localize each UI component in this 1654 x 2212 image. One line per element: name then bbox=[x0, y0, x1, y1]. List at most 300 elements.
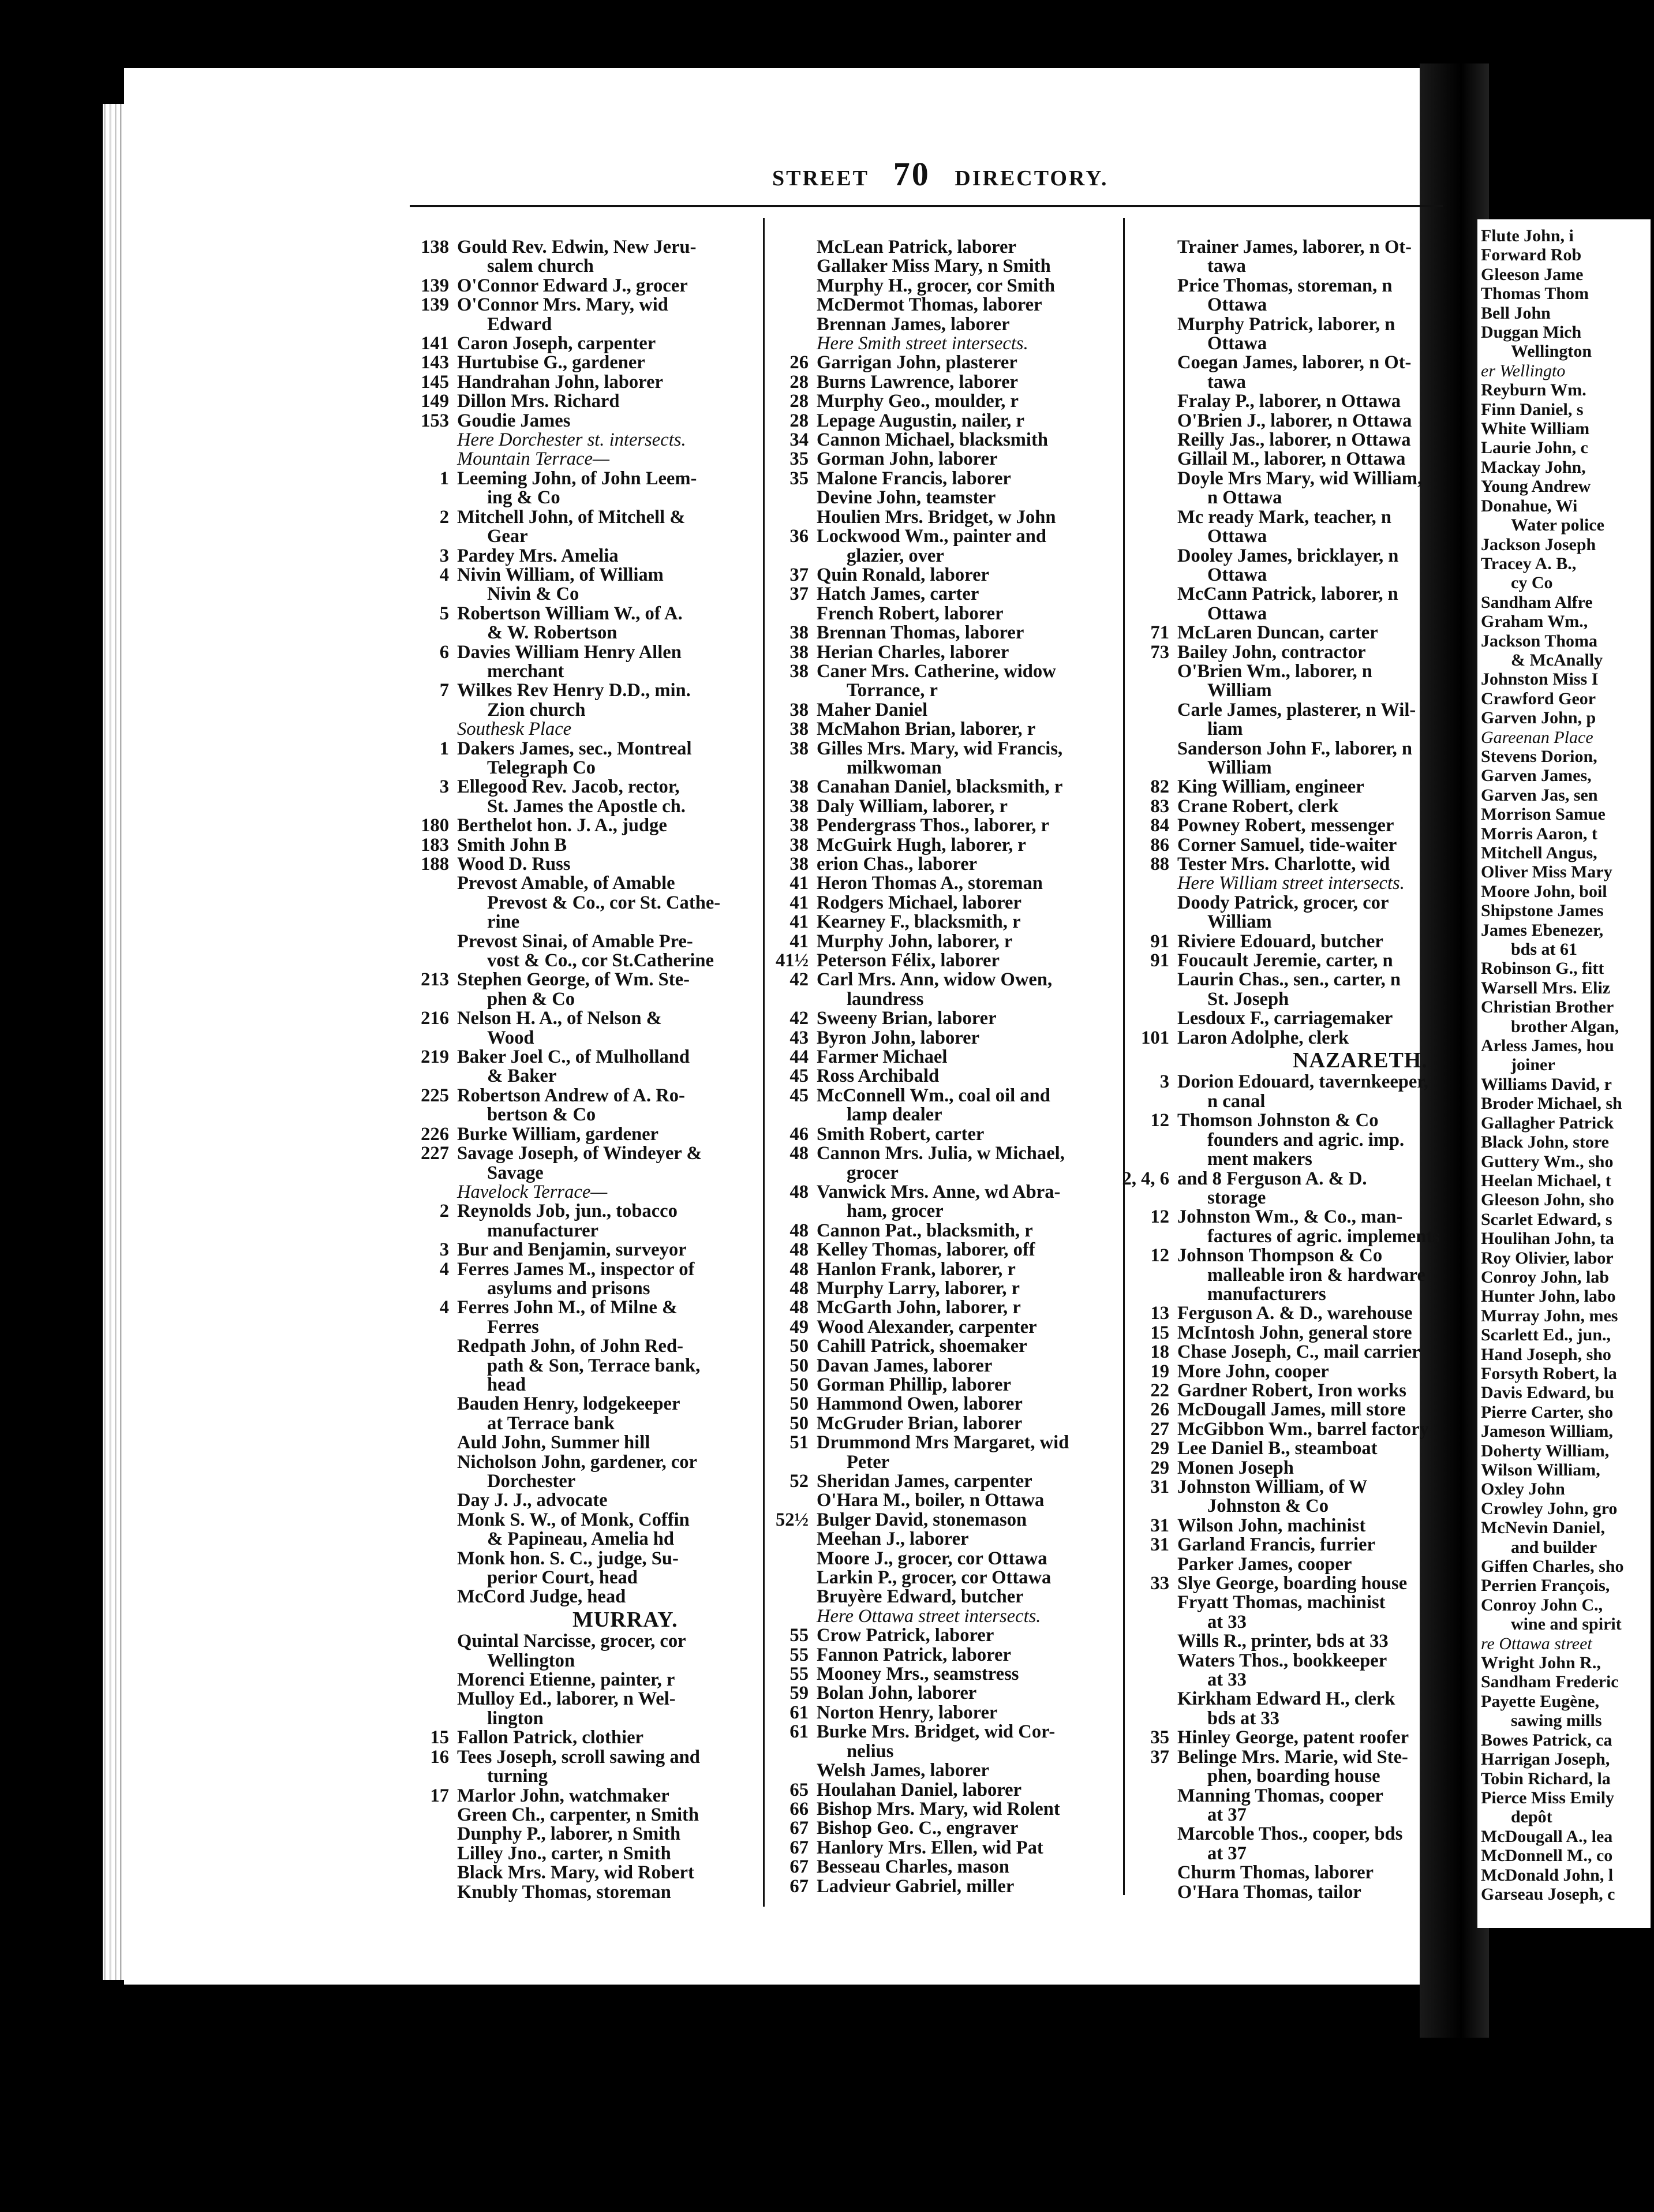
entry-text: O'Brien J., laborer, n Ottawa bbox=[1177, 410, 1412, 431]
directory-entry bbox=[421, 1085, 757, 1106]
entry-text: Nivin & Co bbox=[487, 584, 579, 605]
entry-text: glazier, over bbox=[847, 545, 944, 566]
house-number: 225 bbox=[421, 1085, 449, 1106]
entry-text: Quintal Narcisse, grocer, cor bbox=[457, 1631, 686, 1652]
directory-entry bbox=[1481, 226, 1654, 245]
directory-entry bbox=[1481, 1672, 1654, 1691]
directory-entry bbox=[1481, 438, 1654, 457]
directory-entry bbox=[421, 352, 757, 373]
house-number: 50 bbox=[789, 1413, 809, 1434]
house-number: 37 bbox=[1150, 1746, 1169, 1768]
directory-entry bbox=[1481, 940, 1654, 959]
entry-text: Monk S. W., of Monk, Coffin bbox=[457, 1509, 690, 1530]
entry-text: Cannon Michael, blacksmith bbox=[817, 429, 1048, 451]
directory-entry bbox=[789, 564, 1117, 585]
page-header bbox=[772, 155, 1109, 193]
directory-entry bbox=[457, 1183, 757, 1202]
entry-text: Murphy Larry, laborer, r bbox=[817, 1277, 1020, 1299]
entry-text: Bauden Henry, lodgekeeper bbox=[457, 1393, 680, 1415]
directory-entry bbox=[457, 1395, 757, 1414]
house-number: 38 bbox=[789, 641, 809, 663]
directory-entry bbox=[1481, 265, 1654, 284]
directory-entry bbox=[1481, 496, 1654, 515]
entry-text: Robertson William W., of A. bbox=[457, 603, 683, 624]
entry-text: Broder Michael, sh bbox=[1481, 1094, 1622, 1114]
directory-entry bbox=[439, 1297, 757, 1318]
entry-text: Donahue, Wi bbox=[1481, 496, 1578, 515]
house-number: 3 bbox=[439, 776, 449, 798]
entry-text: malleable iron & hardware bbox=[1207, 1264, 1425, 1286]
house-number: 48 bbox=[789, 1181, 809, 1202]
house-number: 19 bbox=[1150, 1361, 1169, 1382]
entry-text: Bishop Geo. C., engraver bbox=[817, 1818, 1019, 1839]
house-number: 48 bbox=[789, 1277, 809, 1299]
directory-entry bbox=[817, 315, 1117, 334]
house-number: 143 bbox=[421, 352, 449, 373]
house-number: 67 bbox=[789, 1875, 809, 1897]
directory-entry bbox=[789, 1721, 1117, 1743]
house-number: 12 bbox=[1150, 1245, 1169, 1266]
directory-entry bbox=[457, 1279, 757, 1298]
entry-text: re Ottawa street bbox=[1481, 1634, 1592, 1653]
directory-entry bbox=[817, 1549, 1117, 1568]
directory-entry bbox=[789, 1798, 1117, 1819]
entry-text: Pendergrass Thos., laborer, r bbox=[817, 815, 1050, 836]
entry-text: salem church bbox=[487, 256, 594, 277]
entry-text: Wilson John, machinist bbox=[1177, 1515, 1366, 1536]
entry-text: Thomson Johnston & Co bbox=[1177, 1110, 1379, 1131]
directory-entry bbox=[789, 719, 1117, 740]
house-number: 141 bbox=[421, 333, 449, 354]
entry-text: Cannon Pat., blacksmith, r bbox=[817, 1220, 1033, 1241]
directory-entry bbox=[1481, 921, 1654, 940]
entry-text: head bbox=[487, 1374, 526, 1395]
directory-entry bbox=[1481, 651, 1654, 670]
entry-text: manufacturer bbox=[487, 1220, 599, 1241]
entry-text: at Terrace bank bbox=[487, 1413, 615, 1434]
entry-text: Thomas Thom bbox=[1481, 284, 1589, 304]
entry-text: Crowley John, gro bbox=[1481, 1499, 1618, 1518]
directory-entry bbox=[789, 1432, 1117, 1454]
house-number: 213 bbox=[421, 969, 449, 991]
facing-page bbox=[1477, 219, 1651, 1928]
section-heading bbox=[1177, 1048, 1428, 1073]
directory-entry bbox=[457, 701, 757, 720]
directory-entry bbox=[439, 641, 757, 663]
directory-entry bbox=[789, 969, 1117, 991]
directory-entry bbox=[1481, 862, 1654, 881]
directory-entry bbox=[457, 488, 757, 507]
house-number: 37 bbox=[789, 564, 809, 585]
entry-text: Murphy H., grocer, cor Smith bbox=[817, 275, 1055, 296]
directory-entry bbox=[1177, 1092, 1420, 1111]
house-number: 4 bbox=[439, 564, 449, 585]
house-number: 43 bbox=[789, 1027, 809, 1048]
entry-text: Garven John, p bbox=[1481, 708, 1596, 728]
house-number: 91 bbox=[1150, 950, 1169, 972]
entry-text: asylums and prisons bbox=[487, 1277, 650, 1299]
entry-text: McNevin Daniel, bbox=[1481, 1518, 1605, 1538]
directory-entry bbox=[789, 641, 1117, 663]
entry-text: NAZARETH. bbox=[1293, 1048, 1428, 1073]
entry-text: Burke William, gardener bbox=[457, 1123, 659, 1145]
directory-entry bbox=[1481, 1653, 1654, 1672]
directory-entry bbox=[1481, 593, 1654, 612]
directory-entry bbox=[789, 1779, 1117, 1800]
directory-entry bbox=[817, 990, 1117, 1009]
directory-entry bbox=[1177, 238, 1420, 257]
entry-text: founders and agric. imp. bbox=[1207, 1129, 1405, 1150]
entry-text: Baker Joel C., of Mulholland bbox=[457, 1047, 690, 1068]
directory-entry bbox=[789, 1625, 1117, 1646]
entry-text: Here Dorchester st. intersects. bbox=[457, 429, 686, 451]
entry-text: Dorion Edouard, tavernkeeper, bbox=[1177, 1071, 1428, 1093]
house-number: 13 bbox=[1150, 1303, 1169, 1324]
entry-text: McGibbon Wm., barrel factory bbox=[1177, 1418, 1429, 1440]
house-number: 38 bbox=[789, 795, 809, 817]
directory-entry bbox=[789, 1220, 1117, 1241]
directory-entry bbox=[817, 1105, 1117, 1124]
directory-entry bbox=[789, 1818, 1117, 1839]
entry-text: Gareenan Place bbox=[1481, 727, 1593, 747]
directory-entry bbox=[1481, 458, 1654, 477]
entry-text: Kirkham Edward H., clerk bbox=[1177, 1688, 1395, 1710]
directory-entry bbox=[1177, 913, 1420, 932]
entry-text: Gallaker Miss Mary, n Smith bbox=[817, 256, 1051, 277]
entry-text: Mountain Terrace— bbox=[457, 449, 609, 470]
entry-text: Christian Brother bbox=[1481, 997, 1614, 1017]
entry-text: ing & Co bbox=[487, 487, 560, 509]
directory-entry bbox=[1150, 950, 1420, 972]
entry-text: Pardey Mrs. Amelia bbox=[457, 545, 619, 566]
directory-entry bbox=[1150, 1361, 1420, 1382]
column-1 bbox=[421, 237, 757, 1903]
directory-entry bbox=[457, 758, 757, 778]
entry-text: Crawford Geor bbox=[1481, 689, 1596, 708]
entry-text: and 8 Ferguson A. & D. bbox=[1177, 1168, 1367, 1189]
entry-text: Ferres John M., of Milne & bbox=[457, 1297, 678, 1318]
entry-text: Auld John, Summer hill bbox=[457, 1432, 650, 1454]
entry-text: phen, boarding house bbox=[1207, 1766, 1380, 1787]
entry-text: Williams David, r bbox=[1481, 1074, 1612, 1094]
entry-text: Meehan J., laborer bbox=[817, 1529, 969, 1550]
entry-text: Graham Wm., bbox=[1481, 612, 1588, 632]
directory-entry bbox=[1481, 1210, 1654, 1229]
entry-text: Carle James, plasterer, n Wil- bbox=[1177, 699, 1416, 720]
entry-text: Coegan James, laborer, n Ot- bbox=[1177, 352, 1412, 373]
house-number: 4 bbox=[439, 1258, 449, 1280]
entry-text: Malone Francis, laborer bbox=[817, 468, 1011, 489]
house-number: 3 bbox=[439, 545, 449, 566]
entry-text: er Wellingto bbox=[1481, 361, 1566, 380]
house-number: 61 bbox=[789, 1702, 809, 1723]
entry-text: Guttery Wm., sho bbox=[1481, 1152, 1614, 1171]
entry-text: Prevost Amable, of Amable bbox=[457, 873, 675, 894]
entry-text: McConnell Wm., coal oil and bbox=[817, 1085, 1050, 1106]
page-number: 70 bbox=[893, 155, 930, 193]
entry-text: Goudie James bbox=[457, 410, 571, 431]
directory-entry bbox=[1150, 776, 1420, 798]
directory-entry bbox=[1177, 1767, 1420, 1786]
directory-entry bbox=[1177, 1671, 1420, 1690]
directory-entry bbox=[1177, 412, 1420, 431]
entry-text: Sheridan James, carpenter bbox=[817, 1471, 1032, 1492]
directory-entry bbox=[1481, 477, 1654, 496]
entry-text: and builder bbox=[1511, 1537, 1597, 1557]
directory-entry bbox=[457, 662, 757, 681]
entry-text: Norton Henry, laborer bbox=[817, 1702, 998, 1723]
entry-text: Young Andrew bbox=[1481, 477, 1591, 496]
directory-entry bbox=[1177, 392, 1420, 411]
entry-text: Wood bbox=[487, 1027, 534, 1048]
entry-text: Southesk Place bbox=[457, 719, 572, 740]
house-number: 48 bbox=[789, 1143, 809, 1164]
entry-text: Heelan Michael, t bbox=[1481, 1171, 1611, 1190]
directory-entry bbox=[1481, 728, 1654, 747]
directory-entry bbox=[1481, 400, 1654, 419]
entry-text: William bbox=[1207, 680, 1272, 701]
entry-text: Jackson Thoma bbox=[1481, 631, 1598, 651]
house-number: 227 bbox=[421, 1143, 449, 1164]
entry-text: Doherty William, bbox=[1481, 1441, 1610, 1460]
entry-text: tawa bbox=[1207, 371, 1246, 393]
directory-entry bbox=[1177, 1009, 1420, 1028]
directory-entry bbox=[1177, 508, 1420, 527]
directory-entry bbox=[421, 371, 757, 393]
directory-entry bbox=[457, 1221, 757, 1240]
entry-text: depôt bbox=[1511, 1807, 1552, 1827]
entry-text: Gorman John, laborer bbox=[817, 449, 998, 470]
directory-entry bbox=[775, 1509, 1117, 1530]
directory-entry bbox=[1150, 1746, 1420, 1768]
house-number: 183 bbox=[421, 834, 449, 855]
entry-text: Crow Patrick, laborer bbox=[817, 1625, 994, 1646]
entry-text: Stephen George, of Wm. Ste- bbox=[457, 969, 690, 991]
entry-text: Brennan Thomas, laborer bbox=[817, 622, 1024, 644]
directory-entry bbox=[421, 854, 757, 875]
entry-text: Garland Francis, furrier bbox=[1177, 1534, 1375, 1556]
entry-text: & Papineau, Amelia hd bbox=[487, 1529, 675, 1550]
directory-entry bbox=[789, 1644, 1117, 1665]
entry-text: grocer bbox=[847, 1162, 899, 1183]
entry-text: Mooney Mrs., seamstress bbox=[817, 1664, 1019, 1685]
entry-text: Churm Thomas, laborer bbox=[1177, 1862, 1374, 1884]
entry-text: merchant bbox=[487, 660, 564, 682]
directory-entry bbox=[439, 738, 757, 759]
entry-text: Water police bbox=[1511, 515, 1604, 535]
entry-text: Knubly Thomas, storeman bbox=[457, 1881, 671, 1903]
entry-text: Corner Samuel, tide-waiter bbox=[1177, 834, 1397, 855]
directory-entry bbox=[457, 1568, 757, 1587]
directory-entry bbox=[1481, 1441, 1654, 1460]
entry-text: Bulger David, stonemason bbox=[817, 1509, 1027, 1530]
directory-entry bbox=[817, 334, 1117, 353]
entry-text: Forsyth Robert, la bbox=[1481, 1363, 1617, 1383]
house-number: 101 bbox=[1141, 1027, 1169, 1048]
directory-entry bbox=[789, 584, 1117, 605]
entry-text: Trainer James, laborer, n Ot- bbox=[1177, 237, 1412, 257]
directory-entry bbox=[1150, 1534, 1420, 1556]
directory-entry bbox=[1481, 1479, 1654, 1499]
entry-text: Vanwick Mrs. Anne, wd Abra- bbox=[817, 1181, 1061, 1202]
directory-entry bbox=[1122, 1168, 1420, 1189]
house-number: 5 bbox=[439, 603, 449, 624]
entry-text: Welsh James, laborer bbox=[817, 1760, 989, 1781]
directory-entry bbox=[1150, 1322, 1420, 1343]
house-number: 61 bbox=[789, 1721, 809, 1743]
entry-text: Sanderson John F., laborer, n bbox=[1177, 738, 1413, 759]
entry-text: Gillail M., laborer, n Ottawa bbox=[1177, 449, 1406, 470]
directory-entry bbox=[1177, 315, 1420, 334]
directory-entry bbox=[789, 410, 1117, 431]
directory-entry bbox=[457, 315, 757, 334]
entry-text: Ladvieur Gabriel, miller bbox=[817, 1875, 1015, 1897]
entry-text: Canahan Daniel, blacksmith, r bbox=[817, 776, 1063, 798]
house-number: 3 bbox=[1159, 1071, 1169, 1093]
entry-text: Hinley George, patent roofer bbox=[1177, 1727, 1409, 1748]
entry-text: Gorman Phillip, laborer bbox=[817, 1374, 1011, 1395]
directory-entry bbox=[1177, 1632, 1420, 1651]
entry-text: Gould Rev. Edwin, New Jeru- bbox=[457, 237, 697, 257]
directory-entry bbox=[1481, 419, 1654, 438]
house-number: 29 bbox=[1150, 1438, 1169, 1459]
directory-entry bbox=[1150, 1438, 1420, 1459]
entry-text: Scarlett Ed., jun., bbox=[1481, 1325, 1611, 1345]
house-number: 38 bbox=[789, 834, 809, 855]
entry-text: Riviere Edouard, butcher bbox=[1177, 931, 1383, 952]
directory-entry bbox=[1150, 1573, 1420, 1594]
house-number: 7 bbox=[439, 680, 449, 701]
directory-entry bbox=[1481, 1634, 1654, 1653]
entry-text: Parker James, cooper bbox=[1177, 1553, 1352, 1575]
entry-text: Bruyère Edward, butcher bbox=[817, 1586, 1024, 1608]
entry-text: Payette Eugène, bbox=[1481, 1691, 1599, 1711]
entry-text: McCann Patrick, laborer, n bbox=[1177, 584, 1398, 605]
entry-text: Lilley Jno., carter, n Smith bbox=[457, 1843, 671, 1864]
entry-text: McLaren Duncan, carter bbox=[1177, 622, 1378, 644]
directory-entry bbox=[1150, 1457, 1420, 1478]
directory-entry bbox=[1481, 1325, 1654, 1344]
entry-text: McLean Patrick, laborer bbox=[817, 237, 1016, 257]
house-number: 38 bbox=[789, 699, 809, 720]
entry-text: Powney Robert, messenger bbox=[1177, 815, 1394, 836]
entry-text: Dakers James, sec., Montreal bbox=[457, 738, 692, 759]
entry-text: Day J. J., advocate bbox=[457, 1490, 608, 1511]
house-number: 67 bbox=[789, 1856, 809, 1878]
directory-entry bbox=[1150, 641, 1420, 663]
entry-text: n Ottawa bbox=[1207, 487, 1282, 509]
entry-text: Mitchell John, of Mitchell & bbox=[457, 506, 686, 528]
directory-entry bbox=[789, 1027, 1117, 1048]
directory-entry bbox=[817, 508, 1117, 527]
entry-text: Tester Mrs. Charlotte, wid bbox=[1177, 854, 1390, 875]
directory-entry bbox=[817, 296, 1117, 315]
entry-text: Robinson G., fitt bbox=[1481, 959, 1604, 978]
entry-text: Murray John, mes bbox=[1481, 1306, 1618, 1325]
directory-entry bbox=[817, 1568, 1117, 1587]
directory-entry bbox=[1481, 766, 1654, 785]
house-number: 82 bbox=[1150, 776, 1169, 798]
column-divider bbox=[763, 218, 765, 1907]
directory-entry bbox=[430, 1746, 757, 1768]
directory-entry bbox=[457, 894, 757, 913]
directory-entry bbox=[1177, 1593, 1420, 1612]
entry-text: Savage bbox=[487, 1162, 544, 1183]
house-number: 50 bbox=[789, 1355, 809, 1376]
directory-entry bbox=[439, 1258, 757, 1280]
directory-entry bbox=[1177, 1651, 1420, 1671]
directory-entry bbox=[421, 969, 757, 991]
directory-entry bbox=[457, 1549, 757, 1568]
directory-entry bbox=[1150, 1515, 1420, 1536]
directory-entry bbox=[1481, 1460, 1654, 1479]
entry-text: Bolan John, laborer bbox=[817, 1683, 977, 1704]
entry-text: Gallagher Patrick bbox=[1481, 1113, 1614, 1133]
entry-text: Reyburn Wm. bbox=[1481, 380, 1586, 400]
entry-text: Mc ready Mark, teacher, n bbox=[1177, 506, 1391, 528]
directory-entry bbox=[1177, 585, 1420, 604]
house-number: 28 bbox=[789, 371, 809, 393]
directory-entry bbox=[789, 391, 1117, 412]
house-number: 44 bbox=[789, 1047, 809, 1068]
directory-entry bbox=[817, 488, 1117, 507]
directory-entry bbox=[789, 911, 1117, 933]
entry-text: lington bbox=[487, 1707, 544, 1729]
house-number: 83 bbox=[1150, 795, 1169, 817]
house-number: 35 bbox=[789, 449, 809, 470]
directory-entry bbox=[1481, 1190, 1654, 1209]
directory-entry bbox=[789, 526, 1117, 547]
directory-entry bbox=[1177, 276, 1420, 296]
entry-text: Perrien François, bbox=[1481, 1576, 1610, 1596]
directory-entry bbox=[457, 1806, 757, 1825]
entry-text: Bishop Mrs. Mary, wid Rolent bbox=[817, 1798, 1060, 1819]
directory-entry bbox=[439, 776, 757, 798]
house-number: 149 bbox=[421, 391, 449, 412]
entry-text: ment makers bbox=[1207, 1149, 1312, 1170]
directory-entry bbox=[439, 545, 757, 566]
directory-entry bbox=[1177, 1787, 1420, 1806]
directory-entry bbox=[1177, 373, 1420, 392]
directory-entry bbox=[457, 1105, 757, 1124]
entry-text: Dooley James, bricklayer, n bbox=[1177, 545, 1399, 566]
entry-text: Davan James, laborer bbox=[817, 1355, 993, 1376]
column-4 bbox=[1481, 226, 1654, 1904]
entry-text: Ellegood Rev. Jacob, rector, bbox=[457, 776, 680, 798]
entry-text: Sandham Alfre bbox=[1481, 592, 1593, 612]
directory-entry bbox=[789, 1683, 1117, 1704]
entry-text: Wills R., printer, bds at 33 bbox=[1177, 1631, 1389, 1652]
house-number: 27 bbox=[1150, 1418, 1169, 1440]
house-number: 45 bbox=[789, 1085, 809, 1106]
entry-text: MURRAY. bbox=[572, 1607, 678, 1632]
entry-text: Bur and Benjamin, surveyor bbox=[457, 1239, 687, 1261]
directory-entry bbox=[1481, 747, 1654, 766]
entry-text: liam bbox=[1207, 719, 1243, 740]
entry-text: James Ebenezer, bbox=[1481, 920, 1604, 940]
directory-entry bbox=[1177, 1863, 1420, 1882]
house-number: 38 bbox=[789, 660, 809, 682]
directory-entry bbox=[1481, 1075, 1654, 1094]
directory-entry bbox=[1177, 431, 1420, 450]
directory-entry bbox=[1177, 720, 1420, 739]
house-number: 1 bbox=[439, 468, 449, 489]
directory-entry bbox=[457, 1491, 757, 1510]
directory-entry bbox=[457, 932, 757, 951]
directory-entry bbox=[817, 1164, 1117, 1183]
entry-text: Gear bbox=[487, 526, 528, 547]
entry-text: Savage Joseph, of Windeyer & bbox=[457, 1143, 702, 1164]
